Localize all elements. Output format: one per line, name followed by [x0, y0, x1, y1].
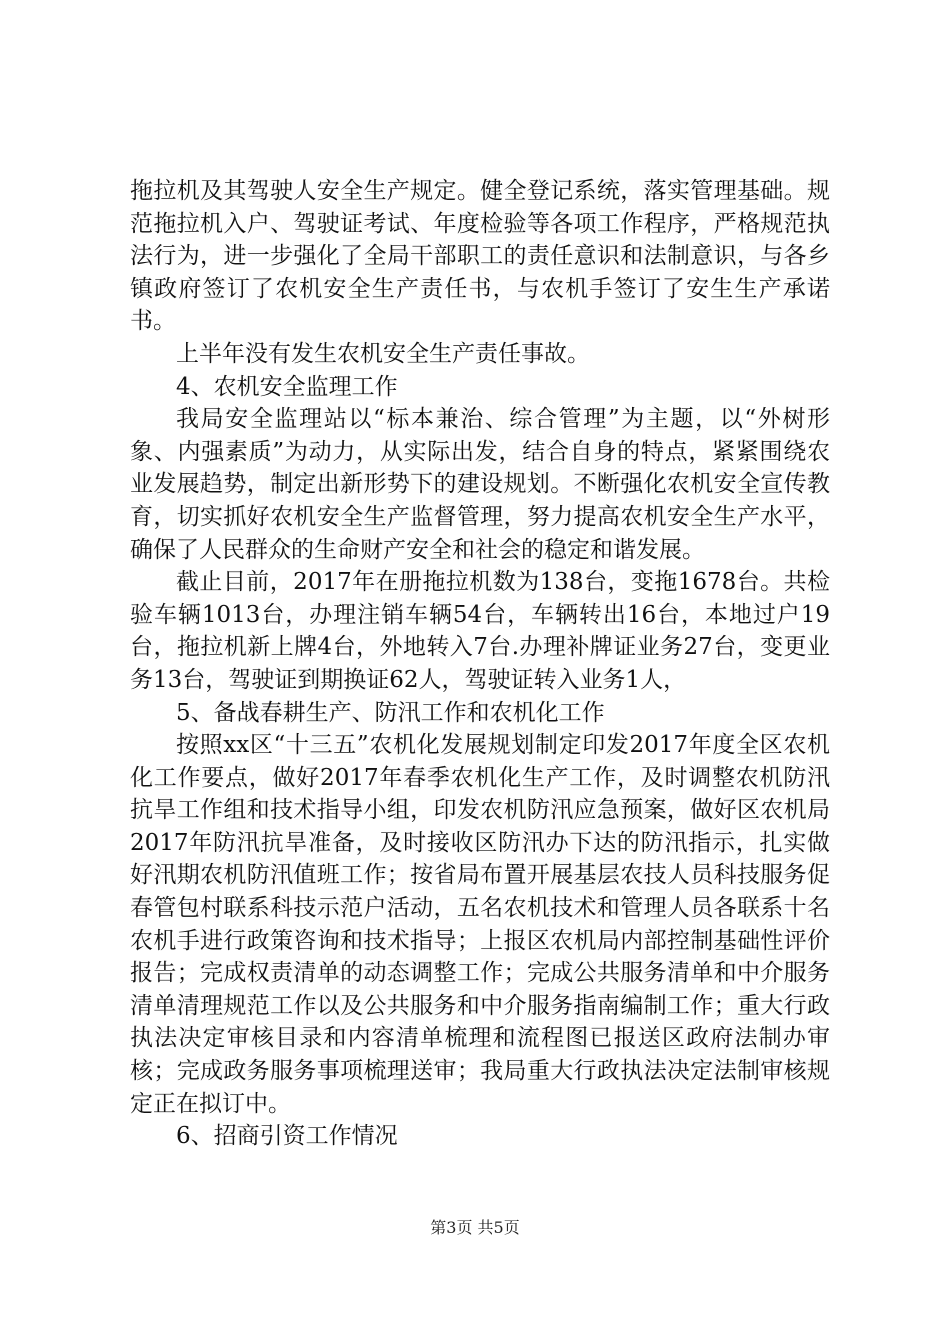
document-body	[130, 175, 830, 1153]
paragraph-continuation: 拖拉机及其驾驶人安全生产规定。健全登记系统，落实管理基础。规范拖拉机入户、驾驶证考试、年度检验等各项工作程序，严格规范执法行为，进一步强化了全局干部职工的责任意识和法制意识，与各乡镇政府签订了农机安全生产责任书，与农机手签订了安生生产承诺书。	[130, 178, 830, 335]
paragraph-statistics: 截止目前，2017年在册拖拉机数为138台，变拖1678台。共检验车辆1013台，办理注销车辆54台，车辆转出16台，本地过户19台，拖拉机新上牌4台，外地转入7台.办理补牌证业务27台，变更业务13台，驾驶证到期换证62人，驾驶证转入业务1人，	[130, 569, 830, 693]
section-heading-4: 4、农机安全监理工作	[176, 373, 398, 400]
paragraph-supervision-station: 我局安全监理站以“标本兼治、综合管理”为主题，以“外树形象、内强素质”为动力，从实际出发，结合自身的特点，紧紧围绕农业发展趋势，制定出新形势下的建设规划。不断强化农机安全宣传教育，切实抓好农机安全生产监督管理，努力提高农机安全生产水平，确保了人民群众的生命财产安全和社会的稳定和谐发展。	[130, 406, 830, 563]
page-footer: 第3页 共5页	[430, 1218, 520, 1237]
section-heading-6: 6、招商引资工作情况	[176, 1123, 398, 1150]
paragraph-no-accidents: 上半年没有发生农机安全生产责任事故。	[176, 340, 590, 367]
paragraph-spring-farming: 按照xx区“十三五”农机化发展规划制定印发2017年度全区农机化工作要点，做好2017年春季农机化生产工作，及时调整农机防汛抗旱工作组和技术指导小组，印发农机防汛应急预案，做好区农机局2017年防汛抗旱准备，及时接收区防汛办下达的防汛指示，扎实做好汛期农机防汛值班工作；按省局布置开展基层农技人员科技服务促春管包村联系科技示范户活动，五名农机技术和管理人员各联系十名农机手进行政策咨询和技术指导；上报区农机局内部控制基础性评价报告；完成权责清单的动态调整工作；完成公共服务清单和中介服务清单清理规范工作以及公共服务和中介服务指南编制工作；重大行政执法决定审核目录和内容清单梳理和流程图已报送区政府法制办审核；完成政务服务事项梳理送审；我局重大行政执法决定法制审核规定正在拟订中。	[130, 732, 830, 1117]
section-heading-5: 5、备战春耕生产、防汛工作和农机化工作	[176, 699, 605, 726]
